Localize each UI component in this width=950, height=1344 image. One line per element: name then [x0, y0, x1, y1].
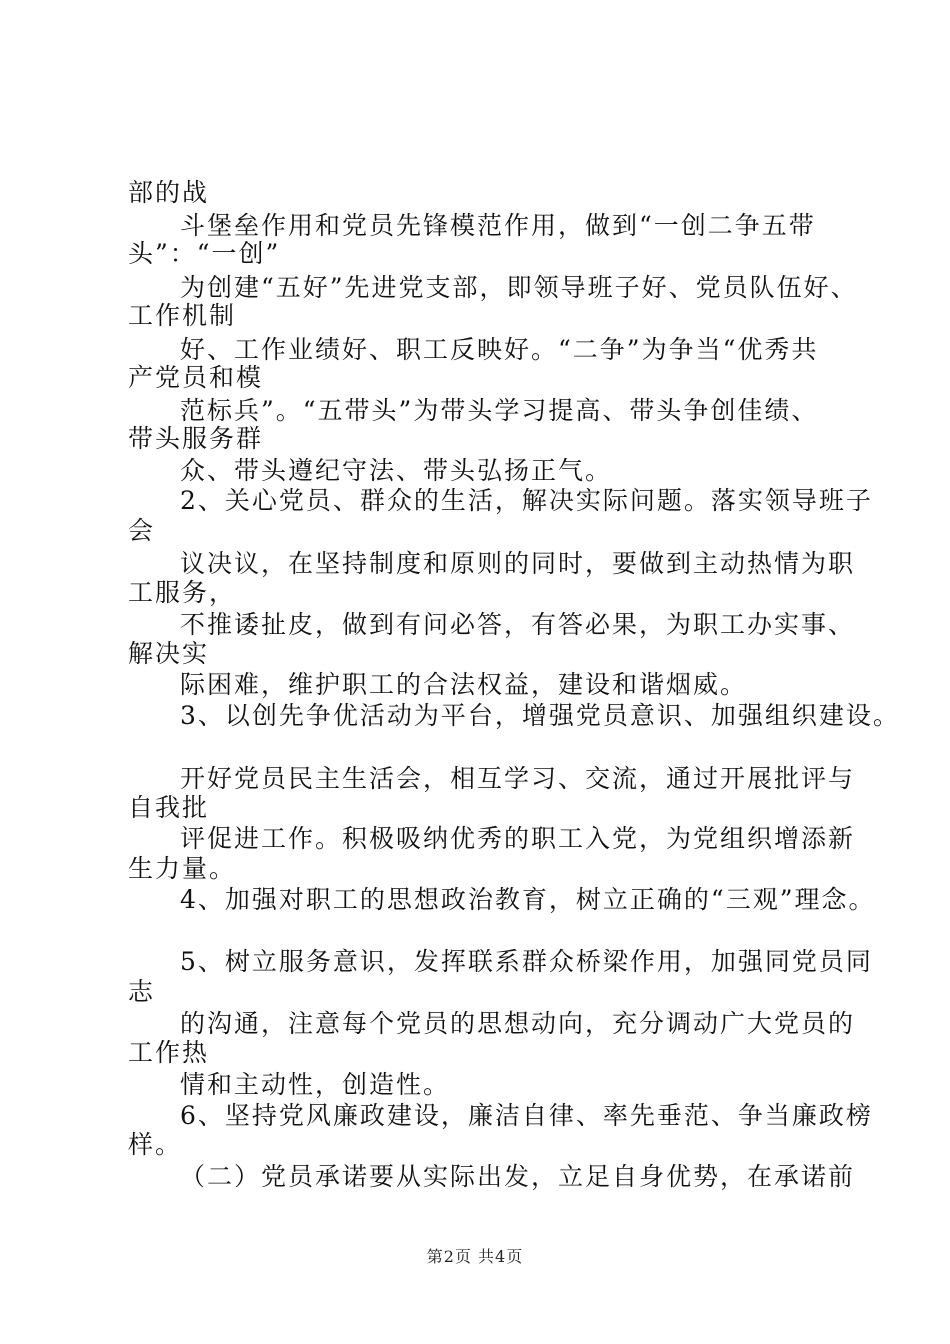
text-line: 解决实 — [128, 639, 210, 668]
text-line: 样。 — [128, 1130, 183, 1159]
text-line: （二）党员承诺要从实际出发，立足自身优势，在承诺前 — [180, 1162, 856, 1191]
page-footer: 第2页 共4页 — [426, 1247, 524, 1266]
text-line: 范标兵”。“五带头”为带头学习提高、带头争创佳绩、 — [180, 396, 819, 425]
text-line: 为创建“五好”先进党支部，即领导班子好、党员队伍好、 — [180, 273, 858, 302]
text-line: 生力量。 — [128, 854, 237, 883]
text-line: 的沟通，注意每个党员的思想动向，充分调动广大党员的 — [180, 1009, 856, 1038]
text-line: 3、以创先争优活动为平台，增强党员意识、加强组织建设。 — [180, 701, 900, 730]
text-line: 议决议，在坚持制度和原则的同时，要做到主动热情为职 — [180, 549, 856, 578]
text-line: 志 — [128, 977, 156, 1006]
text-line: 际困难，维护职工的合法权益，建设和谐烟威。 — [180, 670, 748, 699]
text-line: 5、树立服务意识，发挥联系群众桥梁作用，加强同党员同 — [180, 947, 873, 976]
text-line: 斗堡垒作用和党员先锋模范作用，做到“一创二争五带 — [180, 211, 816, 240]
text-line: 会 — [128, 516, 156, 545]
text-line: 6、坚持党风廉政建设，廉洁自律、率先垂范、争当廉政榜 — [180, 1101, 873, 1130]
text-line: 工作热 — [128, 1038, 210, 1067]
text-line: 2、关心党员、群众的生活，解决实际问题。落实领导班子 — [180, 486, 873, 515]
text-line: 4、加强对职工的思想政治教育，树立正确的“三观”理念。 — [180, 885, 876, 914]
text-line: 情和主动性，创造性。 — [180, 1070, 451, 1099]
text-line: 好、工作业绩好、职工反映好。“二争”为争当“优秀共 — [180, 335, 819, 364]
text-line: 带头服务群 — [128, 424, 264, 453]
text-line: 产党员和模 — [128, 363, 264, 392]
text-line: 不推诿扯皮，做到有问必答，有答必果，为职工办实事、 — [180, 610, 856, 639]
text-line: 评促进工作。积极吸纳优秀的职工入党，为党组织增添新 — [180, 824, 856, 853]
text-line: 自我批 — [128, 793, 210, 822]
text-line: 部的战 — [128, 178, 210, 207]
text-line: 工作机制 — [128, 301, 237, 330]
text-line: 开好党员民主生活会，相互学习、交流，通过开展批评与 — [180, 764, 856, 793]
text-line: 头”：“一创” — [128, 239, 281, 268]
text-line: 众、带头遵纪守法、带头弘扬正气。 — [180, 456, 613, 485]
text-line: 工服务， — [128, 578, 237, 607]
